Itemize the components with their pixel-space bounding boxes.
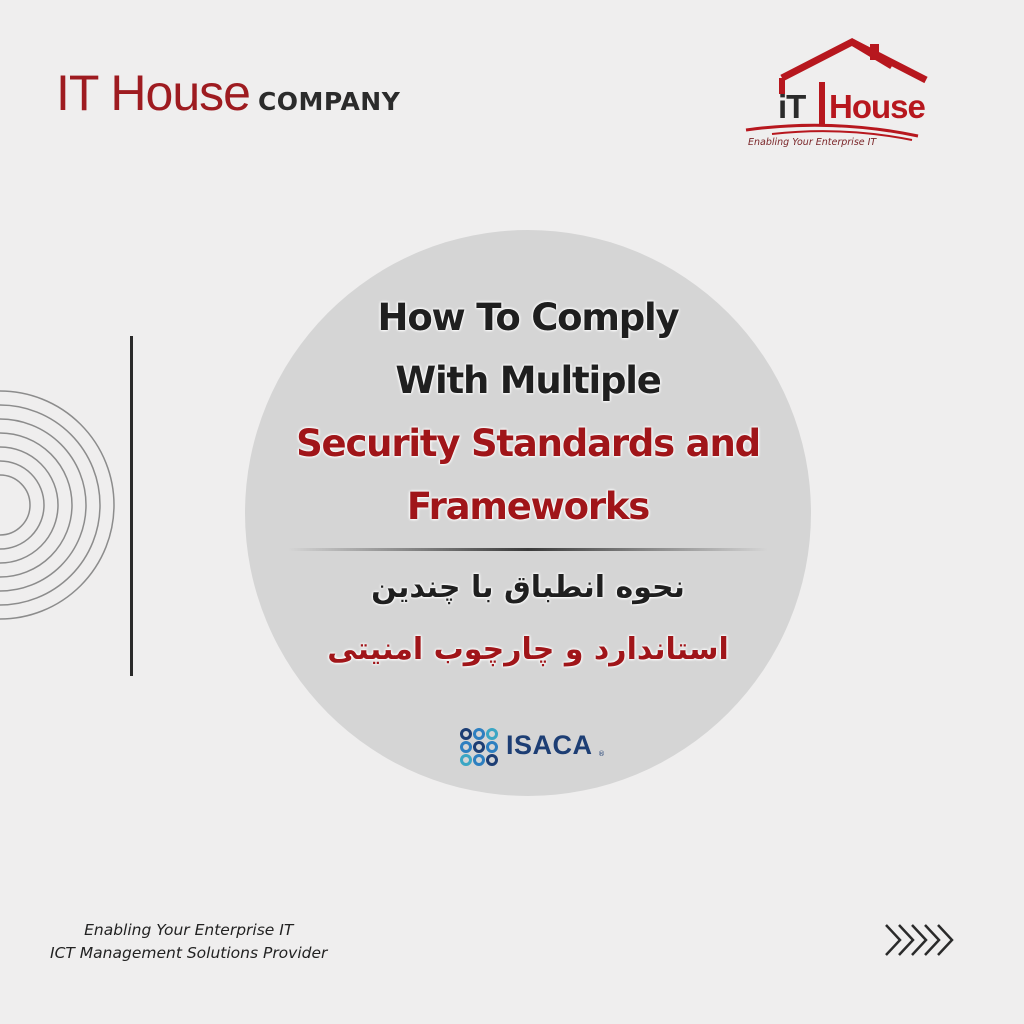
persian-title-line-1: نحوه انطباق با چندین xyxy=(371,570,685,605)
isaca-wordmark: ISACA xyxy=(506,730,593,760)
footer-line-1: Enabling Your Enterprise IT xyxy=(84,921,294,939)
isaca-registered-mark: ® xyxy=(598,750,605,758)
footer-tagline xyxy=(50,919,327,965)
brand-name: IT House xyxy=(56,65,250,121)
logo-house-text: House xyxy=(829,88,925,125)
concentric-arcs-icon xyxy=(0,340,120,670)
brand-title xyxy=(56,64,400,122)
footer-line-2: ICT Management Solutions Provider xyxy=(50,944,328,962)
persian-title-line-2: استاندارد و چارچوب امنیتی xyxy=(327,632,729,667)
title-line-2: With Multiple xyxy=(395,359,661,402)
brand-company: COMPANY xyxy=(257,87,401,116)
title-line-3: Security Standards and xyxy=(296,422,760,465)
chevron-right-icon[interactable] xyxy=(884,921,956,959)
logo-tagline: Enabling Your Enterprise IT xyxy=(748,137,877,148)
isaca-mark-icon xyxy=(458,726,502,770)
vertical-divider xyxy=(130,336,133,676)
logo-it-text: iT xyxy=(778,88,806,125)
title-line-1: How To Comply xyxy=(377,296,679,339)
title-line-4: Frameworks xyxy=(406,485,650,528)
it-house-logo xyxy=(742,36,928,156)
title-divider xyxy=(288,548,768,551)
isaca-logo xyxy=(458,726,618,770)
